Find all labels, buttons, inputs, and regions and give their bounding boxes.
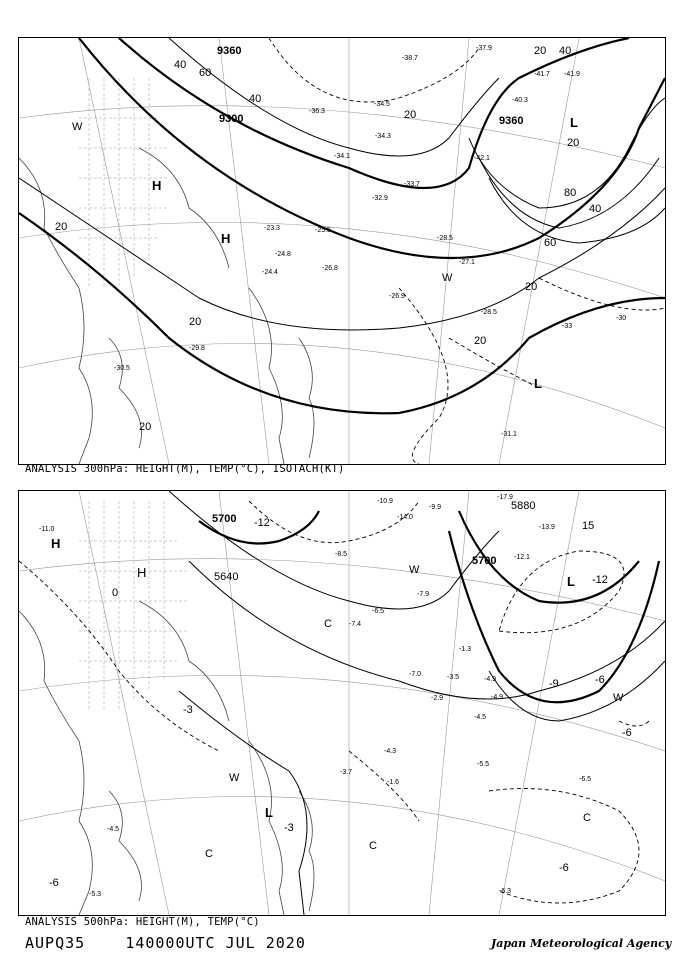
high-marker: H <box>152 178 162 193</box>
svg-text:-13.9: -13.9 <box>539 524 555 531</box>
svg-text:-14.0: -14.0 <box>397 514 413 521</box>
isotherm-label: -6 <box>559 862 569 874</box>
high-marker: H <box>51 536 61 551</box>
isotherm-label: -12 <box>254 517 270 529</box>
svg-text:-34.1: -34.1 <box>334 153 350 160</box>
svg-text:-30: -30 <box>616 315 627 322</box>
height-label-2: 5700 <box>472 555 497 567</box>
map-300hpa-canvas <box>19 38 665 464</box>
isotach-label: 20 <box>525 281 538 293</box>
isotach-label: 20 <box>404 109 417 121</box>
svg-text:-24.4: -24.4 <box>262 269 278 276</box>
svg-text:-29.8: -29.8 <box>189 345 205 352</box>
svg-text:-4.3: -4.3 <box>384 748 397 755</box>
map-500hpa-canvas <box>19 491 665 915</box>
svg-text:-37.9: -37.9 <box>476 45 492 52</box>
svg-text:-12.1: -12.1 <box>514 554 530 561</box>
bulletin-time: 140000UTC JUL 2020 <box>125 934 306 952</box>
svg-text:-34.3: -34.3 <box>375 133 391 140</box>
low-marker: L <box>567 574 575 589</box>
height-label-3: 5640 <box>214 571 239 583</box>
warm-marker: W <box>613 692 624 704</box>
svg-text:-24.8: -24.8 <box>275 251 291 258</box>
svg-text:-10.9: -10.9 <box>377 498 393 505</box>
isotach-label: 20 <box>474 335 487 347</box>
high-marker: H <box>137 565 147 580</box>
warm-marker: W <box>229 772 240 784</box>
isotherm-label: -3 <box>183 704 193 716</box>
isotach-label: 40 <box>589 203 602 215</box>
cold-marker: C <box>369 840 377 852</box>
svg-text:-33: -33 <box>562 323 573 330</box>
svg-text:-6.3: -6.3 <box>499 888 512 895</box>
svg-text:-1.6: -1.6 <box>387 779 400 786</box>
isotherm-label: -6 <box>595 674 605 686</box>
isotach-label: 20 <box>534 45 547 57</box>
low-marker: L <box>570 115 578 130</box>
agency-name: Japan Meteorological Agency <box>491 937 672 950</box>
isotach-label: 20 <box>567 137 580 149</box>
cold-marker: C <box>583 812 591 824</box>
isotherm-label: -6 <box>622 727 632 739</box>
svg-text:-7.9: -7.9 <box>417 591 430 598</box>
svg-text:-5.3: -5.3 <box>89 891 102 898</box>
svg-text:-4.9: -4.9 <box>491 694 504 701</box>
coastlines <box>19 601 314 915</box>
isotherm-label: -9 <box>549 678 559 690</box>
warm-marker: W <box>72 121 83 133</box>
svg-text:-3.7: -3.7 <box>340 769 353 776</box>
isotherm-label: 15 <box>582 520 595 532</box>
cold-marker: C <box>205 848 213 860</box>
coastlines <box>19 148 314 464</box>
svg-text:-3.5: -3.5 <box>447 674 460 681</box>
svg-text:-6.5: -6.5 <box>579 776 592 783</box>
isotherm-label: -12 <box>592 574 608 586</box>
thin-contours <box>169 491 665 915</box>
low-marker: L <box>265 805 273 820</box>
analysis-500hpa-map <box>18 490 666 916</box>
svg-text:-28.5: -28.5 <box>437 235 453 242</box>
svg-text:-11.0: -11.0 <box>39 526 55 533</box>
isotach-label: 40 <box>559 45 572 57</box>
svg-text:-2.9: -2.9 <box>431 695 444 702</box>
low-marker: L <box>534 376 542 391</box>
svg-text:-23.3: -23.3 <box>264 225 280 232</box>
svg-text:-41.7: -41.7 <box>534 71 550 78</box>
svg-text:-5.5: -5.5 <box>477 761 490 768</box>
caption-300hpa: ANALYSIS 300hPa: HEIGHT(M), TEMP(°C), ISOTACH(KT) <box>25 463 345 475</box>
bulletin-code: AUPQ35 <box>25 934 86 952</box>
svg-text:-34.5: -34.5 <box>374 101 390 108</box>
bulletin-header <box>25 934 306 952</box>
isotherm-label: -3 <box>284 822 294 834</box>
isotach-label: 60 <box>199 67 212 79</box>
isotherm-contours <box>269 38 665 464</box>
svg-text:-31.1: -31.1 <box>501 431 517 438</box>
svg-text:-7.0: -7.0 <box>409 671 422 678</box>
svg-text:-40.3: -40.3 <box>512 97 528 104</box>
svg-text:-28.5: -28.5 <box>481 309 497 316</box>
isotach-label: 60 <box>544 237 557 249</box>
svg-text:-4.9: -4.9 <box>484 676 497 683</box>
svg-text:-27.1: -27.1 <box>459 259 475 266</box>
isotherm-label: 0 <box>112 587 119 599</box>
svg-text:-26.9: -26.9 <box>389 293 405 300</box>
temperature-values <box>39 494 591 898</box>
svg-text:-36.3: -36.3 <box>309 108 325 115</box>
svg-text:-4.5: -4.5 <box>107 826 120 833</box>
svg-text:-38.7: -38.7 <box>402 55 418 62</box>
svg-text:-17.9: -17.9 <box>497 494 513 501</box>
graticule <box>19 38 665 464</box>
cold-marker: C <box>324 618 332 630</box>
svg-text:-26.8: -26.8 <box>322 265 338 272</box>
svg-text:-8.5: -8.5 <box>335 551 348 558</box>
svg-text:-25.5: -25.5 <box>315 227 331 234</box>
analysis-300hpa-map <box>18 37 666 465</box>
svg-text:-33.7: -33.7 <box>404 181 420 188</box>
height-label-4: 5880 <box>511 500 536 512</box>
height-label-3: 9360 <box>499 115 524 127</box>
height-contours <box>19 38 665 413</box>
isotherm-label: -6 <box>49 877 59 889</box>
warm-marker: W <box>442 272 453 284</box>
isotach-label: 20 <box>55 221 68 233</box>
caption-500hpa: ANALYSIS 500hPa: HEIGHT(M), TEMP(°C) <box>25 916 260 928</box>
isotach-label: 20 <box>139 421 152 433</box>
warm-marker: W <box>409 564 420 576</box>
height-label-1: 5700 <box>212 513 237 525</box>
labels-500 <box>39 494 632 898</box>
svg-text:-4.5: -4.5 <box>474 714 487 721</box>
isotach-label: 20 <box>189 316 202 328</box>
svg-text:-9.9: -9.9 <box>429 504 442 511</box>
svg-text:-7.4: -7.4 <box>349 621 362 628</box>
height-label-2: 9300 <box>219 113 244 125</box>
isotach-label: 40 <box>249 93 262 105</box>
svg-text:-6.5: -6.5 <box>372 608 385 615</box>
isotach-label: 80 <box>564 187 577 199</box>
svg-text:-1.3: -1.3 <box>459 646 472 653</box>
svg-text:-41.9: -41.9 <box>564 71 580 78</box>
svg-text:-30.5: -30.5 <box>114 365 130 372</box>
height-label-1: 9360 <box>217 45 242 57</box>
isotach-label: 40 <box>174 59 187 71</box>
svg-text:-32.9: -32.9 <box>372 195 388 202</box>
hatched-area <box>79 501 189 711</box>
high-marker: H <box>221 231 231 246</box>
svg-text:-42.1: -42.1 <box>474 155 490 162</box>
